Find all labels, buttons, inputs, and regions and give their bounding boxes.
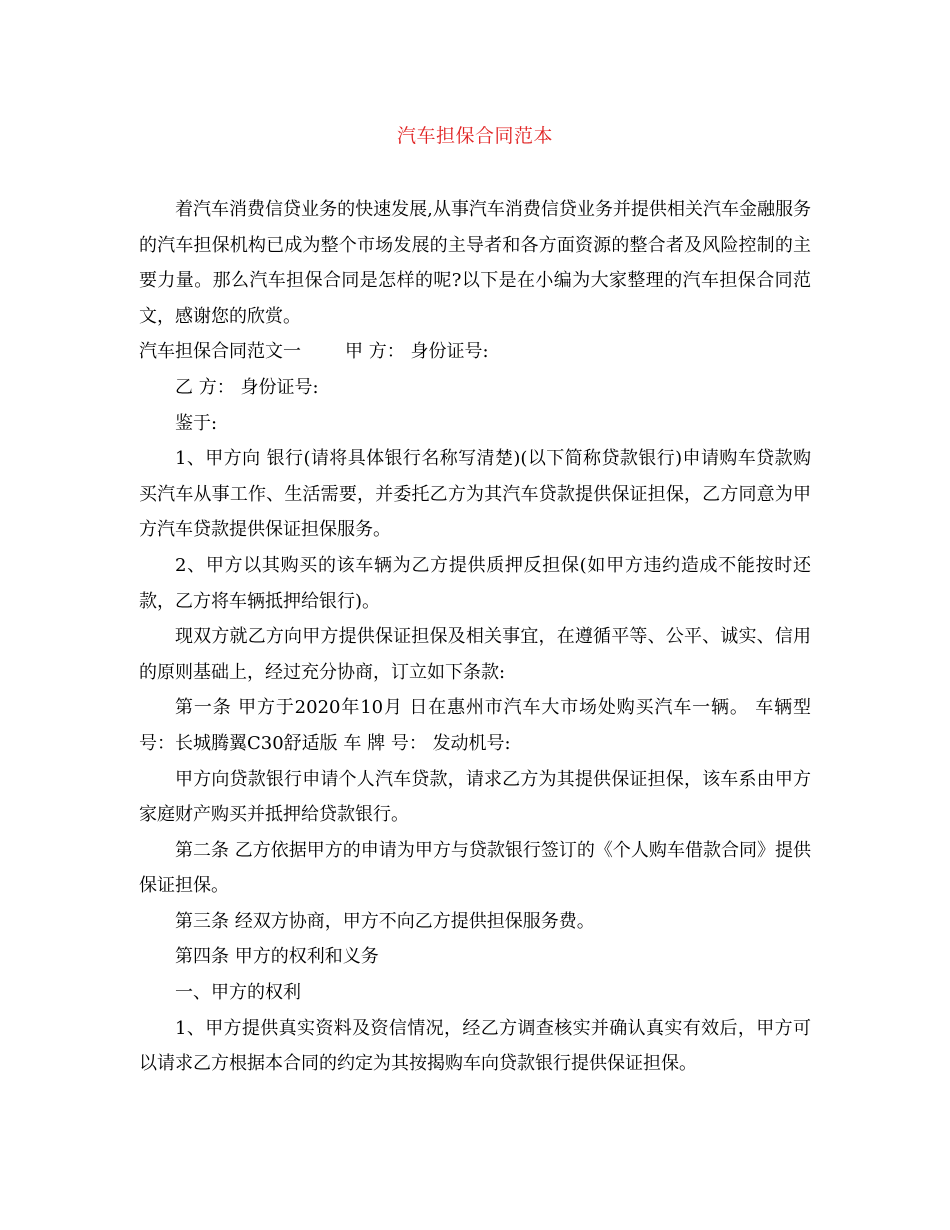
party-a-line: 甲 方： 身份证号: (345, 341, 489, 363)
intro-paragraph: 着汽车消费信贷业务的快速发展,从事汽车消费信贷业务并提供相关汽车金融服务的汽车担保机构已成为整个市场发展的主导者和各方面资源的整合者及风险控制的主要力量。那么汽车担保合同是怎样的呢?以下是在小编为大家整理的汽车担保合同范文，感谢您的欣赏。 (139, 199, 811, 327)
document-title: 汽车担保合同范本 (396, 125, 553, 147)
sample-heading: 汽车担保合同范文一 (139, 341, 301, 363)
clause-1: 1、甲方向 银行(请将具体银行名称写清楚)(以下简称贷款银行)申请购车贷款购买汽车从事工作、生活需要，并委托乙方为其汽车贷款提供保证担保，乙方同意为甲方汽车贷款提供保证担保服务。 (139, 448, 811, 541)
whereas-line: 鉴于: (175, 412, 218, 434)
agreement-intro: 现双方就乙方向甲方提供保证担保及相关事宜，在遵循平等、公平、诚实、信用的原则基础上，经过充分协商，订立如下条款: (139, 626, 811, 683)
article-1: 第一条 甲方于2020年10月 日在惠州市汽车大市场处购买汽车一辆。 车辆型号：长城腾翼C30舒适版 车 牌 号： 发动机号: (139, 697, 811, 754)
article-2: 第二条 乙方依据甲方的申请为甲方与贷款银行签订的《个人购车借款合同》提供保证担保。 (139, 839, 811, 897)
party-b-line: 乙 方： 身份证号: (175, 376, 319, 398)
clause-2: 2、甲方以其购买的该车辆为乙方提供质押反担保(如甲方违约造成不能按时还款，乙方将车辆抵押给银行)。 (139, 554, 811, 612)
article-1-continued: 甲方向贷款银行申请个人汽车贷款，请求乙方为其提供保证担保，该车系由甲方家庭财产购买并抵押给贷款银行。 (139, 768, 811, 826)
sample-heading-line (139, 334, 811, 370)
right-1: 1、甲方提供真实资料及资信情况，经乙方调查核实并确认真实有效后，甲方可以请求乙方根据本合同的约定为其按揭购车向贷款银行提供保证担保。 (139, 1017, 811, 1075)
document-body (139, 192, 811, 1082)
article-4: 第四条 甲方的权利和义务 (175, 946, 379, 968)
section-1-heading: 一、甲方的权利 (175, 982, 301, 1004)
article-3: 第三条 经双方协商，甲方不向乙方提供担保服务费。 (175, 910, 595, 932)
